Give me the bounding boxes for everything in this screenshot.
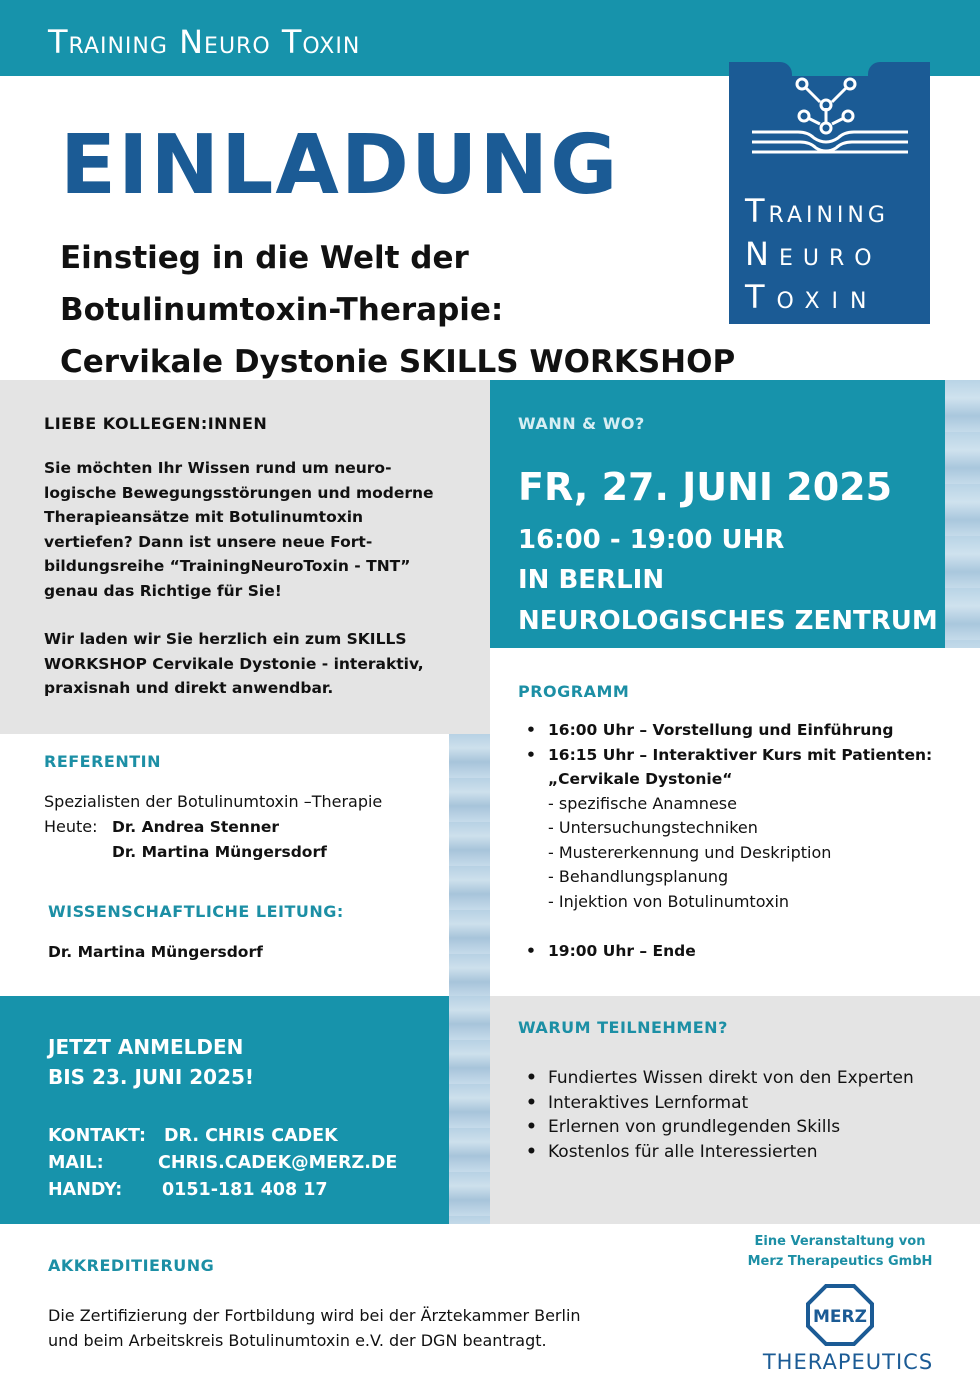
why-item: • Interaktives Lernformat <box>526 1091 914 1116</box>
why-item: • Erlernen von grundlegenden Skills <box>526 1115 914 1140</box>
greeting-heading: LIEBE KOLLEGEN:INNEN <box>44 414 268 433</box>
logo-line: Training <box>745 192 889 230</box>
accreditation-line: und beim Arbeitskreis Botulinumtoxin e.V. der DGN beantragt. <box>48 1330 547 1350</box>
subtitle-line: Botulinumtoxin-Therapie: <box>60 292 504 328</box>
organizer-line: Merz Therapeutics GmbH <box>747 1254 933 1269</box>
decorative-strip <box>449 996 490 1224</box>
logo-wordmark <box>745 190 889 319</box>
lead-name: Dr. Martina Müngersdorf <box>48 943 263 961</box>
merz-logo <box>806 1284 874 1346</box>
lead-heading: WISSENSCHAFTLICHE LEITUNG: <box>48 902 344 921</box>
why-heading: WARUM TEILNEHMEN? <box>518 1018 728 1037</box>
organizer <box>740 1232 940 1272</box>
subtitle-line: Einstieg in die Welt der <box>60 240 469 276</box>
program-list <box>526 718 966 963</box>
program-subitem: - Untersuchungstechniken <box>548 818 758 837</box>
program-item: • 16:00 Uhr – Vorstellung und Einführung <box>526 718 966 743</box>
merz-logo-text: MERZ <box>813 1307 867 1327</box>
program-subitem: - Mustererkennung und Deskription <box>548 842 832 862</box>
greeting-text <box>44 456 454 725</box>
speaker-name: Dr. Andrea Stenner <box>112 818 280 836</box>
event-date: FR, 27. JUNI 2025 <box>518 465 893 509</box>
greeting-paragraph: Wir laden wir Sie herzlich ein zum SKILLS WORKSHOP Cervikale Dystonie - interaktiv, praxisnah und direkt anwendbar. <box>44 630 424 697</box>
speaker-heading: REFERENTIN <box>44 752 162 771</box>
mail-link[interactable]: CHRIS.CADEK@MERZ.DE <box>158 1153 398 1173</box>
molecule-icon <box>748 72 913 162</box>
accreditation-line: Die Zertifizierung der Fortbildung wird bei der Ärztekammer Berlin <box>48 1306 581 1325</box>
program-item: • 16:15 Uhr – Interaktiver Kurs mit Patienten: <box>526 743 966 768</box>
program-item: • 19:00 Uhr – Ende <box>526 939 966 964</box>
register-line: JETZT ANMELDEN <box>48 1035 244 1059</box>
why-item: • Fundiertes Wissen direkt von den Experten <box>526 1066 914 1091</box>
why-list <box>526 1066 914 1164</box>
decorative-strip <box>945 380 980 648</box>
mail-label: MAIL: <box>48 1153 104 1173</box>
logo-line: Neuro <box>745 235 882 273</box>
program-subitem: - Behandlungsplanung <box>548 867 729 886</box>
banner-title: Training Neuro Toxin <box>48 23 361 61</box>
when-heading: WANN & WO? <box>518 414 645 433</box>
program-subitem: - Injektion von Botulinumtoxin <box>548 891 790 911</box>
logo-line: Toxin <box>745 278 879 316</box>
program-subitem: - spezifische Anamnese <box>548 793 737 813</box>
event-city: IN BERLIN <box>518 565 665 595</box>
organizer-line: Eine Veranstaltung von <box>754 1234 926 1249</box>
subtitle <box>60 232 735 388</box>
accreditation-text <box>48 1304 648 1353</box>
contact-label: KONTAKT: <box>48 1126 146 1146</box>
program-item-title: „Cervikale Dystonie“ <box>548 770 733 788</box>
register-line: BIS 23. JUNI 2025! <box>48 1065 255 1089</box>
why-item: • Kostenlos für alle Interessierten <box>526 1140 914 1165</box>
event-venue: NEUROLOGISCHES ZENTRUM <box>518 606 938 636</box>
greeting-paragraph: Sie möchten Ihr Wissen rund um neuro- logische Bewegungsstörungen und moderne Therapieansätze mit Botulinumtoxin vertiefen? Dann ist unsere neue Fort- bildungsreihe “TrainingNeuroToxin - TNT” genau das Richtige für Sie! <box>44 459 434 600</box>
phone-label: HANDY: <box>48 1180 123 1200</box>
speaker-role: Spezialisten der Botulinumtoxin –Therapie <box>44 792 383 811</box>
headline: EINLADUNG <box>60 118 620 213</box>
speaker-name: Dr. Martina Müngersdorf <box>112 843 327 861</box>
accreditation-heading: AKKREDITIERUNG <box>48 1256 215 1275</box>
decorative-strip <box>449 734 490 996</box>
speaker-today-label: Heute: <box>44 817 98 836</box>
event-time: 16:00 - 19:00 UHR <box>518 525 785 555</box>
register-heading <box>48 1032 254 1092</box>
contact-name: DR. CHRIS CADEK <box>164 1126 338 1146</box>
merz-wordmark: THERAPEUTICS <box>762 1350 934 1374</box>
program-heading: PROGRAMM <box>518 682 630 701</box>
subtitle-line: Cervikale Dystonie SKILLS WORKSHOP <box>60 344 736 380</box>
phone-number[interactable]: 0151-181 408 17 <box>162 1180 328 1200</box>
